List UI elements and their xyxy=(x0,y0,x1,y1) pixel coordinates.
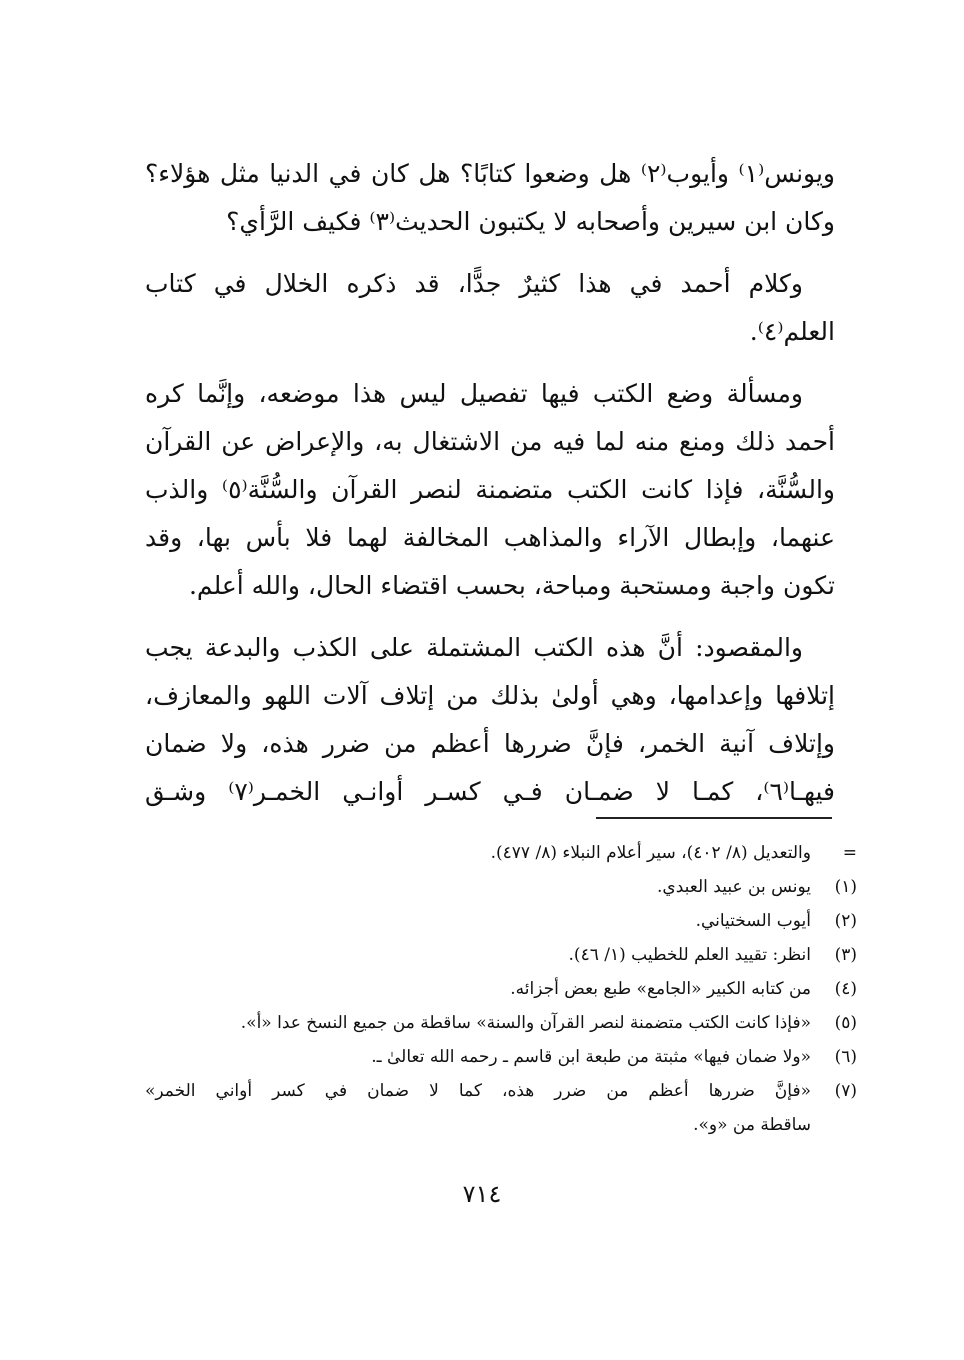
text-line: عنهما، وإبطال الآراء والمذاهب المخالفة لهما فلا بأس بها، وقد xyxy=(145,523,835,552)
footnote xyxy=(145,1074,857,1108)
paragraph-3 xyxy=(145,370,835,610)
page-number: ٧١٤ xyxy=(462,1180,502,1208)
text-line: تكون واجبة ومستحبة ومباحة، بحسب اقتضاء الحال، والله أعلم. xyxy=(188,571,835,600)
text-line: إتلافها وإعدامها، وهي أولىٰ بذلك من إتلاف آلات اللهو والمعازف، xyxy=(145,681,835,710)
footnote xyxy=(145,870,857,904)
footnote-marker: (٥) xyxy=(834,1013,857,1033)
text-line: والمقصود: أنَّ هذه الكتب المشتملة على الكذب والبدعة يجب xyxy=(145,633,803,662)
footnote-marker: (٦) xyxy=(834,1047,857,1067)
footnote xyxy=(145,972,857,1006)
text-line: وكان ابن سيرين وأصحابه لا يكتبون الحديث⁽٣⁾ فكيف الرَّأي؟ xyxy=(226,207,835,236)
footnote-text: والتعديل (٨/ ٤٠٢)، سير أعلام النبلاء (٨/ ٤٧٧). xyxy=(490,843,811,863)
paragraph-2 xyxy=(145,260,835,356)
footnote-text: «فإنَّ ضررها أعظم من ضرر هذه، كما لا ضمان في كسر أواني الخمر» xyxy=(145,1081,811,1101)
footnote-marker: (١) xyxy=(834,877,857,897)
footnote-marker: (٢) xyxy=(834,911,857,931)
footnote-text: «ولا ضمان فيها» مثبتة من طبعة ابن قاسم ـ رحمه الله تعالىٰ ـ. xyxy=(371,1047,811,1067)
text-line: وكلام أحمد في هذا كثيرٌ جدًّا، قد ذكره الخلال في كتاب xyxy=(145,269,803,298)
text-line: فيهـا⁽٦⁾، كمـا لا ضمـان فـي كسـر أوانـي الخمـر⁽٧⁾ وشـق xyxy=(145,777,836,806)
footnote-text: انظر: تقييد العلم للخطيب (١/ ٤٦). xyxy=(568,945,811,965)
footnote-text: من كتابه الكبير «الجامع» طبع بعض أجزائه. xyxy=(510,979,811,999)
footnote-continuation: ساقطة من «و». xyxy=(693,1115,811,1135)
footnote-marker: (٧) xyxy=(834,1081,857,1101)
footnote-marker: (٣) xyxy=(834,945,857,965)
footnote xyxy=(145,1006,857,1040)
footnote xyxy=(145,904,857,938)
text-line: وإتلاف آنية الخمر، فإنَّ ضررها أعظم من ضرر هذه، ولا ضمان xyxy=(145,729,835,758)
main-text-block xyxy=(145,150,835,830)
footnote xyxy=(145,938,857,972)
text-line: العلم⁽٤⁾. xyxy=(749,317,835,346)
footnote-text: يونس بن عبيد العبدي. xyxy=(657,877,811,897)
paragraph-1 xyxy=(145,150,835,246)
paragraph-4 xyxy=(145,624,835,816)
footnote-text: أيوب السختياني. xyxy=(695,911,811,931)
footnote-marker: (٤) xyxy=(834,979,857,999)
footnote-separator xyxy=(596,817,832,819)
footnote-marker: = xyxy=(842,843,857,863)
footnote xyxy=(145,836,857,870)
text-line: أحمد ذلك ومنع منه لما فيه من الاشتغال به، والإعراض عن القرآن xyxy=(145,427,835,456)
footnotes-block xyxy=(145,836,857,1142)
footnote xyxy=(145,1040,857,1074)
text-line: والسُّنَّة، فإذا كانت الكتب متضمنة لنصر القرآن والسُّنَّة⁽٥⁾ والذب xyxy=(145,475,835,504)
text-line: ومسألة وضع الكتب فيها تفصيل ليس هذا موضعه، وإنَّما كره xyxy=(145,379,803,408)
text-line: ويونس⁽١⁾ وأيوب⁽٢⁾ هل وضعوا كتابًا؟ هل كان في الدنيا مثل هؤلاء؟ xyxy=(145,159,835,188)
footnote-text: «فإذا كانت الكتب متضمنة لنصر القرآن والسنة» ساقطة من جميع النسخ عدا «أ». xyxy=(240,1013,811,1033)
